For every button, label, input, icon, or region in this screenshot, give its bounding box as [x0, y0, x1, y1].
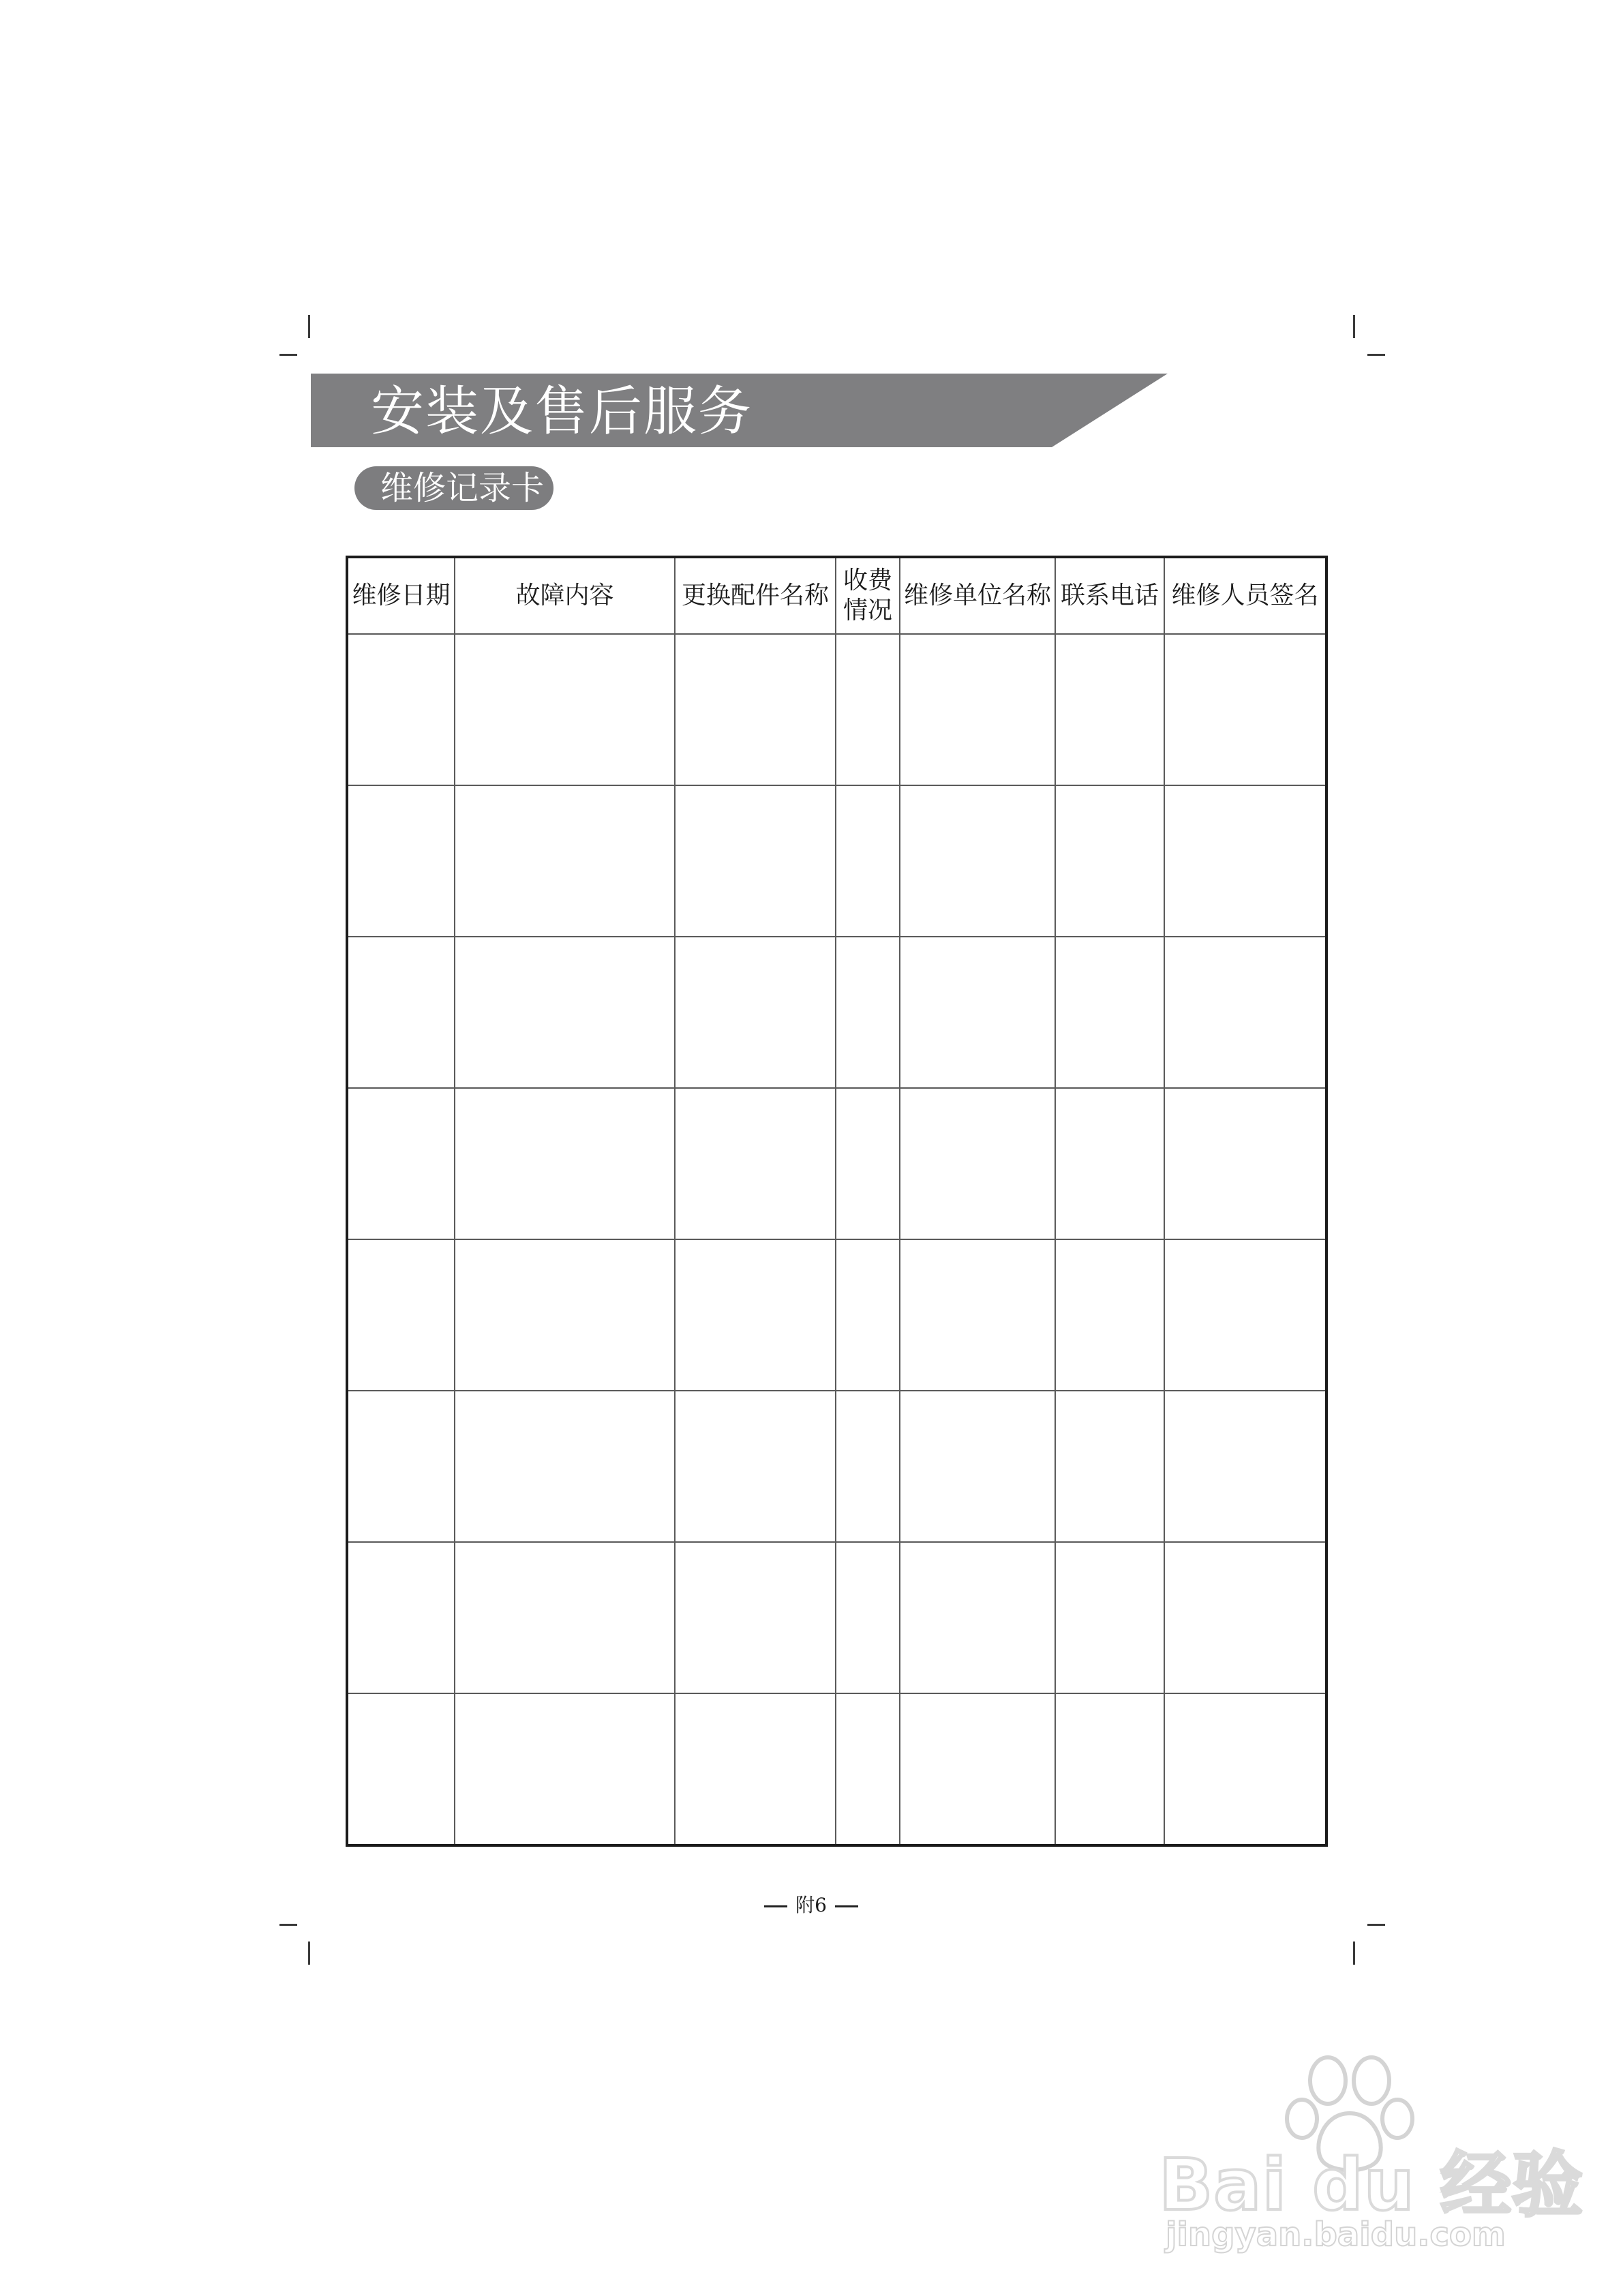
table-cell: [347, 1239, 455, 1391]
crop-mark-top-left-vertical: [308, 315, 310, 338]
crop-mark-top-left-horizontal: [279, 354, 297, 356]
table-row: [347, 1693, 1326, 1845]
header-repair-date: 维修日期: [347, 557, 455, 634]
watermark-brand: Bai du 经验: [1159, 2143, 1583, 2226]
table-cell: [900, 1542, 1055, 1693]
table-cell: [675, 937, 836, 1088]
table-cell: [836, 1693, 900, 1845]
crop-mark-bottom-right-horizontal: [1367, 1924, 1385, 1926]
table-cell: [836, 1542, 900, 1693]
table-cell: [1164, 1088, 1326, 1239]
table-cell: [1055, 1239, 1164, 1391]
section-title: 安装及售后服务: [371, 381, 753, 442]
table-row: [347, 1542, 1326, 1693]
crop-mark-bottom-left-horizontal: [279, 1924, 297, 1926]
header-replaced-parts: 更换配件名称: [675, 557, 836, 634]
crop-mark-top-right-horizontal: [1367, 354, 1385, 356]
table-cell: [900, 1239, 1055, 1391]
table-row: [347, 1088, 1326, 1239]
watermark-url: jingyan.baidu.com: [1166, 2216, 1506, 2254]
table-cell: [836, 1391, 900, 1542]
header-fee-line2: 情况: [843, 596, 892, 624]
header-fee-line1: 收费: [843, 567, 892, 594]
table-body: [347, 634, 1326, 1845]
table-cell: [347, 1391, 455, 1542]
table-cell: [455, 1391, 675, 1542]
table-cell: [1055, 1542, 1164, 1693]
section-banner: [311, 374, 1168, 447]
table-cell: [900, 785, 1055, 937]
table-cell: [900, 1088, 1055, 1239]
table-row: [347, 937, 1326, 1088]
table-cell: [455, 634, 675, 785]
table-cell: [347, 1088, 455, 1239]
table-cell: [900, 1693, 1055, 1845]
crop-mark-bottom-left-vertical: [308, 1942, 310, 1965]
table-cell: [836, 634, 900, 785]
table-cell: [675, 1088, 836, 1239]
table-cell: [455, 1239, 675, 1391]
table-cell: [1055, 937, 1164, 1088]
table-cell: [455, 1542, 675, 1693]
table-cell: [836, 1088, 900, 1239]
header-repair-unit: 维修单位名称: [900, 557, 1055, 634]
table-cell: [675, 634, 836, 785]
table-cell: [347, 1542, 455, 1693]
subsection-label: 维修记录卡: [380, 469, 545, 507]
table-cell: [675, 1542, 836, 1693]
table-cell: [1055, 634, 1164, 785]
table-row: [347, 634, 1326, 785]
table-cell: [455, 1693, 675, 1845]
table-cell: [836, 1239, 900, 1391]
table-cell: [1055, 1391, 1164, 1542]
table-cell: [1164, 1391, 1326, 1542]
table-cell: [455, 937, 675, 1088]
page-number-dash-left: [764, 1905, 787, 1907]
table-cell: [1164, 1693, 1326, 1845]
table-row: [347, 785, 1326, 937]
crop-mark-top-right-vertical: [1353, 315, 1355, 338]
table-cell: [1055, 785, 1164, 937]
table-cell: [455, 1088, 675, 1239]
table-cell: [1164, 937, 1326, 1088]
crop-mark-bottom-right-vertical: [1353, 1942, 1355, 1965]
table-cell: [1055, 1088, 1164, 1239]
table-cell: [347, 1693, 455, 1845]
page-number: [743, 1888, 879, 1922]
page-number-text: 附6: [795, 1894, 827, 1916]
table-cell: [675, 785, 836, 937]
table-cell: [1164, 785, 1326, 937]
table-cell: [836, 785, 900, 937]
header-fee-status: [836, 557, 900, 634]
header-technician-signature: 维修人员签名: [1164, 557, 1326, 634]
table-cell: [1164, 1239, 1326, 1391]
header-contact-phone: 联系电话: [1055, 557, 1164, 634]
table-cell: [675, 1391, 836, 1542]
header-fault-content: 故障内容: [455, 557, 675, 634]
table-cell: [347, 634, 455, 785]
table-row: [347, 1391, 1326, 1542]
table-row: [347, 1239, 1326, 1391]
table-cell: [1164, 634, 1326, 785]
table-header-row: [347, 557, 1326, 634]
table-cell: [900, 634, 1055, 785]
baidu-watermark: [1159, 2045, 1583, 2263]
table-cell: [675, 1239, 836, 1391]
table-cell: [900, 937, 1055, 1088]
page-number-dash-right: [835, 1905, 858, 1907]
table-cell: [455, 785, 675, 937]
table-cell: [675, 1693, 836, 1845]
table-cell: [347, 937, 455, 1088]
maintenance-record-table: [346, 556, 1328, 1847]
table-cell: [1055, 1693, 1164, 1845]
table-cell: [836, 937, 900, 1088]
table-cell: [347, 785, 455, 937]
table-cell: [1164, 1542, 1326, 1693]
subsection-pill: [354, 466, 553, 510]
table-cell: [900, 1391, 1055, 1542]
